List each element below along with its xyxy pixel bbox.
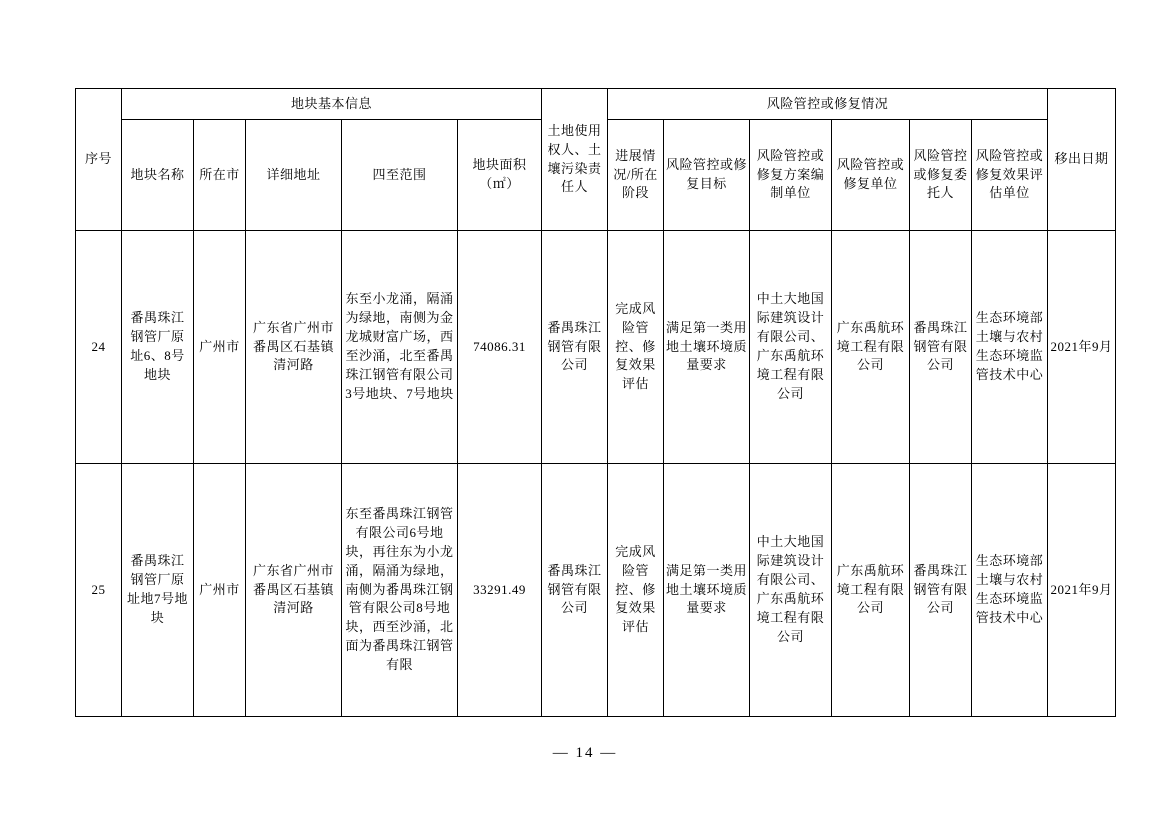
column-header-plan-unit: 风险管控或修复方案编制单位 <box>750 120 832 231</box>
column-header-boundary: 四至范围 <box>342 120 458 231</box>
cell-plan-unit: 中土大地国际建筑设计有限公司、广东禹航环境工程有限公司 <box>750 464 832 717</box>
column-header-target: 风险管控或修复目标 <box>664 120 750 231</box>
cell-address: 广东省广州市番禺区石基镇清河路 <box>246 464 342 717</box>
column-header-work-unit: 风险管控或修复单位 <box>832 120 910 231</box>
cell-name: 番禺珠江钢管厂原址地7号地块 <box>122 464 194 717</box>
cell-progress: 完成风险管控、修复效果评估 <box>608 231 664 464</box>
table-group-header-row <box>76 89 1116 120</box>
cell-target: 满足第一类用地土壤环境质量要求 <box>664 231 750 464</box>
cell-work-unit: 广东禹航环境工程有限公司 <box>832 464 910 717</box>
column-header-assess-unit: 风险管控或修复效果评估单位 <box>972 120 1048 231</box>
cell-exit-date: 2021年9月 <box>1048 464 1116 717</box>
cell-name: 番禺珠江钢管厂原址6、8号地块 <box>122 231 194 464</box>
soil-plot-table <box>75 88 1116 717</box>
column-header-exit-date: 移出日期 <box>1048 89 1116 231</box>
cell-boundary: 东至小龙涌，隔涌为绿地，南侧为金龙城财富广场，西至沙涌，北至番禺珠江钢管有限公司3号地块、7号地块 <box>342 231 458 464</box>
cell-work-unit: 广东禹航环境工程有限公司 <box>832 231 910 464</box>
cell-assess-unit: 生态环境部土壤与农村生态环境监管技术中心 <box>972 464 1048 717</box>
column-header-progress: 进展情况/所在阶段 <box>608 120 664 231</box>
group-header-plot-info: 地块基本信息 <box>122 89 542 120</box>
cell-client: 番禺珠江钢管有限公司 <box>910 231 972 464</box>
cell-city: 广州市 <box>194 464 246 717</box>
cell-responsible: 番禺珠江钢管有限公司 <box>542 464 608 717</box>
cell-target: 满足第一类用地土壤环境质量要求 <box>664 464 750 717</box>
cell-responsible: 番禺珠江钢管有限公司 <box>542 231 608 464</box>
table-row <box>76 231 1116 464</box>
cell-progress: 完成风险管控、修复效果评估 <box>608 464 664 717</box>
cell-city: 广州市 <box>194 231 246 464</box>
cell-client: 番禺珠江钢管有限公司 <box>910 464 972 717</box>
cell-exit-date: 2021年9月 <box>1048 231 1116 464</box>
column-header-responsible: 土地使用权人、土壤污染责任人 <box>542 89 608 231</box>
column-header-client: 风险管控或修复委托人 <box>910 120 972 231</box>
cell-seq: 25 <box>76 464 122 717</box>
cell-address: 广东省广州市番禺区石基镇清河路 <box>246 231 342 464</box>
column-header-seq: 序号 <box>76 89 122 231</box>
column-header-address: 详细地址 <box>246 120 342 231</box>
cell-boundary: 东至番禺珠江钢管有限公司6号地块，再往东为小龙涌，隔涌为绿地，南侧为番禺珠江钢管有限公司8号地块，西至沙涌，北面为番禺珠江钢管有限 <box>342 464 458 717</box>
table-row <box>76 464 1116 717</box>
group-header-risk-info: 风险管控或修复情况 <box>608 89 1048 120</box>
column-header-name: 地块名称 <box>122 120 194 231</box>
cell-area: 74086.31 <box>458 231 542 464</box>
cell-assess-unit: 生态环境部土壤与农村生态环境监管技术中心 <box>972 231 1048 464</box>
cell-area: 33291.49 <box>458 464 542 717</box>
page-number: — 14 — <box>552 745 618 761</box>
column-header-area: 地块面积（㎡） <box>458 120 542 231</box>
cell-seq: 24 <box>76 231 122 464</box>
column-header-city: 所在市 <box>194 120 246 231</box>
cell-plan-unit: 中土大地国际建筑设计有限公司、广东禹航环境工程有限公司 <box>750 231 832 464</box>
